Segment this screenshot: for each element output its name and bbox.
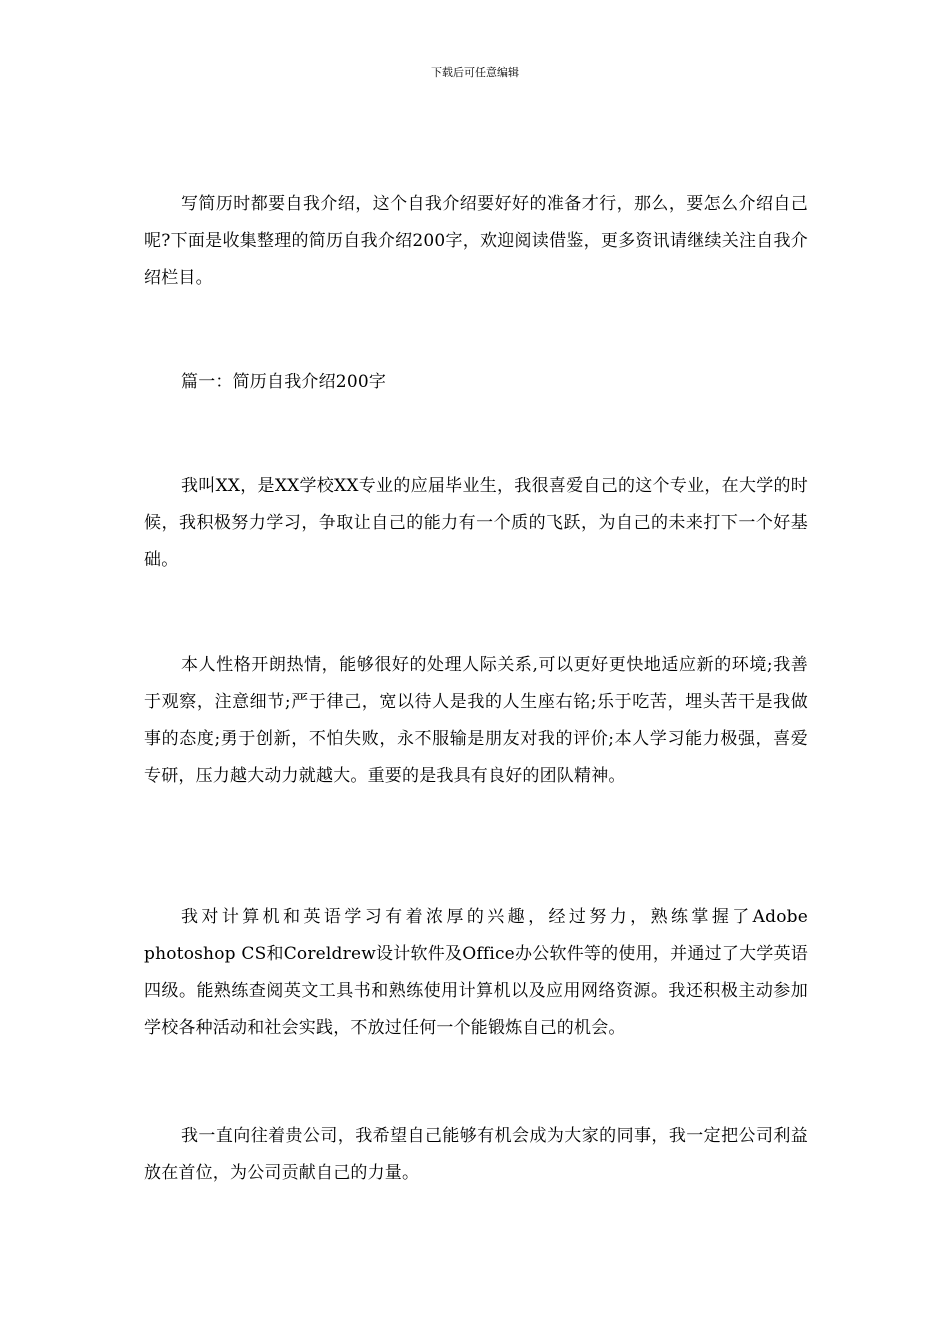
body-paragraph-3: 我对计算机和英语学习有着浓厚的兴趣，经过努力，熟练掌握了Adobe photoshop CS和Coreldrew设计软件及Office办公软件等的使用，并通过了大学英语四级。能熟练查阅英文工具书和熟练使用计算机以及应用网络资源。我还积极主动参加学校各种活动和社会实践，不放过任何一个能锻炼自己的机会。 — [144, 907, 808, 1038]
body-paragraph-2: 本人性格开朗热情，能够很好的处理人际关系,可以更好更快地适应新的环境;我善于观察，注意细节;严于律己，宽以待人是我的人生座右铭;乐于吃苦，埋头苦干是我做事的态度;勇于创新，不怕失败，永不服输是朋友对我的评价;本人学习能力极强，喜爱专研，压力越大动力就越大。重要的是我具有良好的团队精神。 — [144, 655, 808, 786]
intro-paragraph: 写简历时都要自我介绍，这个自我介绍要好好的准备才行，那么，要怎么介绍自己呢?下面是收集整理的简历自我介绍200字，欢迎阅读借鉴，更多资讯请继续关注自我介绍栏目。 — [144, 194, 808, 288]
section-title: 篇一：简历自我介绍200字 — [181, 372, 387, 392]
page-header: 下载后可任意编辑 — [431, 66, 519, 79]
body-paragraph-1: 我叫XX，是XX学校XX专业的应届毕业生，我很喜爱自己的这个专业，在大学的时候，我积极努力学习，争取让自己的能力有一个质的飞跃，为自己的未来打下一个好基础。 — [144, 476, 808, 570]
body-paragraph-4: 我一直向往着贵公司，我希望自己能够有机会成为大家的同事，我一定把公司利益放在首位，为公司贡献自己的力量。 — [144, 1126, 808, 1183]
